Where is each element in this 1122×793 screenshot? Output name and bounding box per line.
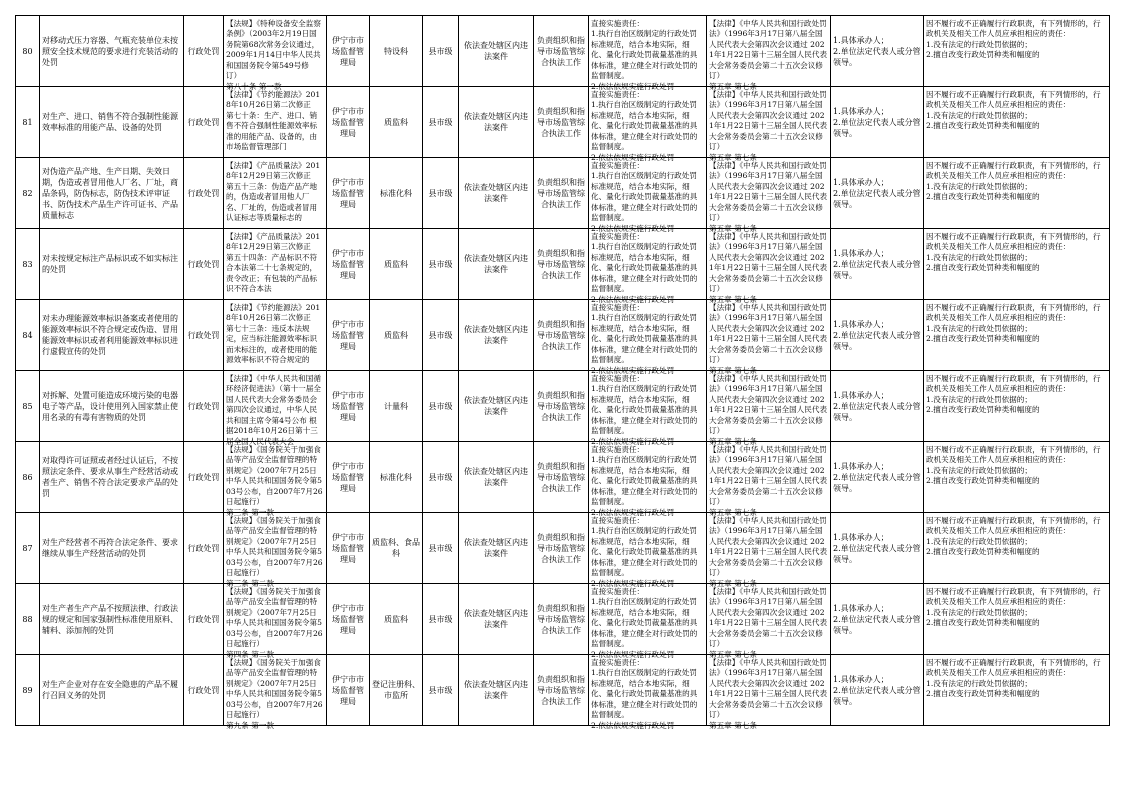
row-number-text: 83 <box>22 259 33 269</box>
power-type-cell <box>184 300 224 371</box>
implementing-agency-cell <box>327 442 370 513</box>
row-number-text: 80 <box>22 46 33 56</box>
power-type-cell <box>184 229 224 300</box>
management-responsibility-text: 负责组织和指导市场监管综合执法工作 <box>537 248 585 280</box>
exercise-method-text: 依法查处辖区内违法案件 <box>464 254 528 274</box>
table-row <box>16 513 1110 584</box>
accountability-situation-text: 因不履行或不正确履行行政职责，有下列情形的，行政机关及相关工作人员应承担相应的责任： 1.没有法定的行政处罚依据的； 2.擅自改变行政处罚种类和幅度的 <box>926 444 1101 485</box>
management-responsibility-text: 负责组织和指导市场监管综合执法工作 <box>537 461 585 493</box>
duty-matters-text: 直接实施责任： 1.执行自治区级制定的行政处罚标准规范，结合本地实际，细化、量化行政处罚裁量基准的具体标准，建立健全对行政处罚的监督制度。 2.依法依规实施行政处罚 <box>591 373 698 446</box>
table-row <box>16 655 1110 726</box>
implementing-agency-text: 伊宁市市场监督管理局 <box>332 674 364 706</box>
table-row <box>16 229 1110 300</box>
accountability-subject-text: 1.具体承办人； 2.单位法定代表人或分管领导。 <box>833 532 921 564</box>
exercise-level-text: 县市级 <box>428 543 453 553</box>
accountability-subject-cell <box>831 300 924 371</box>
power-type-cell <box>184 584 224 655</box>
responsible-department-text: 计量科 <box>384 401 408 411</box>
management-responsibility-text: 负责组织和指导市场监管综合执法工作 <box>537 674 585 706</box>
exercise-level-cell <box>423 584 459 655</box>
legal-basis-cell <box>224 371 327 446</box>
management-responsibility-text: 负责组织和指导市场监管综合执法工作 <box>537 35 585 67</box>
matter-name-text: 对生产、进口、销售不符合强制性能源效率标准的用能产品、设备的处罚 <box>42 112 178 132</box>
accountability-situation-cell <box>924 158 1110 229</box>
power-type-text: 行政处罚 <box>187 401 220 411</box>
matter-name-text: 对伪造产品产地、生产日期、失效日期，伪造或者冒用他人厂名、厂址，商品条码，防伪标志，防伪技术评审证书、防伪技术产品生产许可证书、产品质量标志 <box>42 166 178 220</box>
accountability-subject-cell <box>831 87 924 158</box>
duty-matters-text: 直接实施责任： 1.执行自治区级制定的行政处罚标准规范，结合本地实际，细化、量化行政处罚裁量基准的具体标准，建立健全对行政处罚的监督制度。 2.依法依规实施行政处罚 <box>591 444 698 517</box>
matter-name-text: 对未按规定标注产品标识或不如实标注的处罚 <box>42 254 178 274</box>
implementing-agency-cell <box>327 16 370 87</box>
accountability-situation-cell <box>924 229 1110 300</box>
exercise-method-cell <box>459 87 534 158</box>
implementing-agency-text: 伊宁市市场监督管理局 <box>332 461 364 493</box>
duty-basis-text: 【法律】《中华人民共和国行政处罚法》（1996年3月17日第八届全国人民代表大会第四次会议通过 2021年1月22日第十三届全国人民代表大会常务委员会第二十五次会议修订） 第五章 第七条 <box>709 373 828 446</box>
duty-basis-cell <box>707 442 831 517</box>
accountability-subject-text: 1.具体承办人； 2.单位法定代表人或分管领导。 <box>833 248 921 280</box>
responsible-department-text: 登记注册科、市监所 <box>372 680 420 700</box>
implementing-agency-cell <box>327 655 370 726</box>
duty-basis-text: 【法律】《中华人民共和国行政处罚法》（1996年3月17日第八届全国人民代表大会第四次会议通过 2021年1月22日第十三届全国人民代表大会常务委员会第二十五次会议修订） 第五章 第七条 <box>709 515 828 588</box>
accountability-subject-text: 1.具体承办人； 2.单位法定代表人或分管领导。 <box>833 674 921 706</box>
management-responsibility-cell <box>534 16 589 87</box>
accountability-situation-text: 因不履行或不正确履行行政职责，有下列情形的，行政机关及相关工作人员应承担相应的责任： 1.没有法定的行政处罚依据的； 2.擅自改变行政处罚种类和幅度的 <box>926 89 1101 130</box>
management-responsibility-text: 负责组织和指导市场监管综合执法工作 <box>537 106 585 138</box>
duty-matters-cell <box>589 16 707 91</box>
duty-matters-cell <box>589 371 707 446</box>
row-number-text: 88 <box>22 614 33 624</box>
implementing-agency-cell <box>327 513 370 584</box>
duty-matters-text: 直接实施责任： 1.执行自治区级制定的行政处罚标准规范，结合本地实际，细化、量化行政处罚裁量基准的具体标准，建立健全对行政处罚的监督制度。 2.依法依规实施行政处罚 <box>591 160 698 233</box>
accountability-situation-text: 因不履行或不正确履行行政职责，有下列情形的，行政机关及相关工作人员应承担相应的责任： 1.没有法定的行政处罚依据的； 2.擅自改变行政处罚种类和幅度的 <box>926 657 1101 698</box>
matter-name-text: 对移动式压力容器、气瓶充装单位未按照安全技术规范的要求进行充装活动的处罚 <box>42 35 178 67</box>
duty-matters-cell <box>589 158 707 233</box>
responsible-department-cell <box>370 87 423 158</box>
legal-basis-cell <box>224 513 327 588</box>
accountability-subject-cell <box>831 16 924 87</box>
implementing-agency-text: 伊宁市市场监督管理局 <box>332 106 364 138</box>
row-number-text: 84 <box>22 330 33 340</box>
legal-basis-text: 【法律】《节约能源法》2018年10月26日第二次修正 第七十三条：违反本法规定，应当标注能源效率标识而未标注的，或者使用的能源效率标识不符合规定的 <box>226 302 321 364</box>
management-responsibility-cell <box>534 513 589 584</box>
management-responsibility-cell <box>534 584 589 655</box>
power-type-cell <box>184 513 224 584</box>
accountability-subject-cell <box>831 584 924 655</box>
accountability-subject-text: 1.具体承办人； 2.单位法定代表人或分管领导。 <box>833 603 921 635</box>
duty-basis-cell <box>707 584 831 659</box>
power-type-cell <box>184 16 224 87</box>
implementing-agency-text: 伊宁市市场监督管理局 <box>332 177 364 209</box>
duty-basis-cell <box>707 87 831 162</box>
exercise-method-text: 依法查处辖区内违法案件 <box>464 41 528 61</box>
power-type-cell <box>184 158 224 229</box>
responsible-department-text: 质监科 <box>384 117 408 127</box>
exercise-method-text: 依法查处辖区内违法案件 <box>464 538 528 558</box>
legal-basis-cell <box>224 158 327 229</box>
responsible-department-cell <box>370 442 423 513</box>
legal-basis-cell <box>224 87 327 158</box>
duty-matters-text: 直接实施责任： 1.执行自治区级制定的行政处罚标准规范，结合本地实际，细化、量化行政处罚裁量基准的具体标准，建立健全对行政处罚的监督制度。 2.依法依规实施行政处罚 <box>591 515 698 588</box>
duty-basis-cell <box>707 513 831 588</box>
management-responsibility-text: 负责组织和指导市场监管综合执法工作 <box>537 532 585 564</box>
management-responsibility-text: 负责组织和指导市场监管综合执法工作 <box>537 319 585 351</box>
table-row <box>16 371 1110 442</box>
row-number-cell <box>16 300 40 371</box>
accountability-situation-text: 因不履行或不正确履行行政职责，有下列情形的，行政机关及相关工作人员应承担相应的责任： 1.没有法定的行政处罚依据的； 2.擅自改变行政处罚种类和幅度的 <box>926 231 1101 272</box>
accountability-situation-cell <box>924 16 1110 87</box>
power-type-text: 行政处罚 <box>187 117 220 127</box>
exercise-method-cell <box>459 16 534 87</box>
exercise-level-text: 县市级 <box>428 188 453 198</box>
implementing-agency-cell <box>327 158 370 229</box>
exercise-method-cell <box>459 158 534 229</box>
management-responsibility-cell <box>534 371 589 442</box>
row-number-cell <box>16 513 40 584</box>
exercise-level-text: 县市级 <box>428 117 453 127</box>
duty-matters-text: 直接实施责任： 1.执行自治区级制定的行政处罚标准规范，结合本地实际，细化、量化行政处罚裁量基准的具体标准，建立健全对行政处罚的监督制度。 2.依法依规实施行政处罚 <box>591 231 698 304</box>
table-body <box>16 16 1110 730</box>
power-type-text: 行政处罚 <box>187 543 220 553</box>
responsible-department-cell <box>370 300 423 371</box>
power-type-text: 行政处罚 <box>187 259 220 269</box>
duty-matters-cell <box>589 300 707 375</box>
management-responsibility-text: 负责组织和指导市场监管综合执法工作 <box>537 390 585 422</box>
responsible-department-cell <box>370 655 423 726</box>
responsible-department-cell <box>370 158 423 229</box>
implementing-agency-text: 伊宁市市场监督管理局 <box>332 390 364 422</box>
power-type-cell <box>184 442 224 513</box>
matter-name-text: 对生产经营者不再符合法定条件、要求继续从事生产经营活动的处罚 <box>42 538 178 558</box>
exercise-method-text: 依法查处辖区内违法案件 <box>464 609 528 629</box>
accountability-situation-text: 因不履行或不正确履行行政职责，有下列情形的，行政机关及相关工作人员应承担相应的责任： 1.没有法定的行政处罚依据的； 2.擅自改变行政处罚种类和幅度的 <box>926 515 1101 556</box>
legal-basis-cell <box>224 229 327 300</box>
duty-matters-cell <box>589 513 707 588</box>
duty-matters-text: 直接实施责任： 1.执行自治区级制定的行政处罚标准规范，结合本地实际，细化、量化行政处罚裁量基准的具体标准，建立健全对行政处罚的监督制度。 2.依法依规实施行政处罚 <box>591 18 698 91</box>
duty-basis-text: 【法律】《中华人民共和国行政处罚法》（1996年3月17日第八届全国人民代表大会第四次会议通过 2021年1月22日第十三届全国人民代表大会常务委员会第二十五次会议修订） 第五章 第七条 <box>709 657 828 730</box>
row-number-cell <box>16 442 40 513</box>
responsible-department-text: 特设科 <box>384 46 408 56</box>
accountability-situation-cell <box>924 371 1110 442</box>
matter-name-cell <box>40 371 184 442</box>
row-number-cell <box>16 16 40 87</box>
row-number-text: 89 <box>22 685 33 695</box>
management-responsibility-text: 负责组织和指导市场监管综合执法工作 <box>537 177 585 209</box>
duty-matters-cell <box>589 229 707 304</box>
responsible-department-cell <box>370 16 423 87</box>
accountability-subject-cell <box>831 158 924 229</box>
exercise-method-cell <box>459 442 534 513</box>
exercise-level-cell <box>423 655 459 726</box>
accountability-situation-text: 因不履行或不正确履行行政职责，有下列情形的，行政机关及相关工作人员应承担相应的责任： 1.没有法定的行政处罚依据的； 2.擅自改变行政处罚种类和幅度的 <box>926 373 1101 414</box>
accountability-situation-text: 因不履行或不正确履行行政职责，有下列情形的，行政机关及相关工作人员应承担相应的责任： 1.没有法定的行政处罚依据的； 2.擅自改变行政处罚种类和幅度的 <box>926 302 1101 343</box>
duty-matters-text: 直接实施责任： 1.执行自治区级制定的行政处罚标准规范，结合本地实际，细化、量化行政处罚裁量基准的具体标准，建立健全对行政处罚的监督制度。 2.依法依规实施行政处罚 <box>591 89 698 162</box>
responsible-department-cell <box>370 584 423 655</box>
table-row <box>16 87 1110 158</box>
duty-matters-text: 直接实施责任： 1.执行自治区级制定的行政处罚标准规范，结合本地实际，细化、量化行政处罚裁量基准的具体标准，建立健全对行政处罚的监督制度。 2.依法依规实施行政处罚 <box>591 302 698 375</box>
legal-basis-cell <box>224 442 327 517</box>
row-number-cell <box>16 371 40 442</box>
legal-basis-text: 【法律】《产品质量法》2018年12月29日第三次修正 第五十三条：伪造产品产地的，伪造或者冒用他人厂名、厂址的，伪造或者冒用认证标志等质量标志的 <box>226 160 321 222</box>
duty-basis-cell <box>707 371 831 446</box>
table-row <box>16 158 1110 229</box>
accountability-subject-cell <box>831 229 924 300</box>
exercise-method-cell <box>459 371 534 442</box>
power-type-text: 行政处罚 <box>187 188 220 198</box>
matter-name-cell <box>40 87 184 158</box>
matter-name-cell <box>40 584 184 655</box>
management-responsibility-cell <box>534 87 589 158</box>
exercise-level-text: 县市级 <box>428 46 453 56</box>
management-responsibility-cell <box>534 655 589 726</box>
matter-name-cell <box>40 16 184 87</box>
responsible-department-cell <box>370 371 423 442</box>
duty-basis-cell <box>707 16 831 91</box>
duty-basis-text: 【法律】《中华人民共和国行政处罚法》（1996年3月17日第八届全国人民代表大会第四次会议通过 2021年1月22日第十三届全国人民代表大会常务委员会第二十五次会议修订） 第五章 第七条 <box>709 18 828 91</box>
matter-name-text: 对取得许可证照或者经过认证后，不按照法定条件、要求从事生产经营活动或者生产、销售不符合法定要求产品的处罚 <box>42 456 178 498</box>
accountability-subject-cell <box>831 655 924 726</box>
responsible-department-text: 质监科 <box>384 614 408 624</box>
exercise-method-text: 依法查处辖区内违法案件 <box>464 325 528 345</box>
power-list-table <box>15 15 1110 730</box>
duty-matters-cell <box>589 87 707 162</box>
exercise-level-cell <box>423 158 459 229</box>
exercise-method-text: 依法查处辖区内违法案件 <box>464 680 528 700</box>
duty-basis-cell <box>707 229 831 304</box>
row-number-text: 81 <box>22 117 33 127</box>
accountability-situation-cell <box>924 87 1110 158</box>
legal-basis-text: 【法律】《产品质量法》2018年12月29日第三次修正 第五十四条：产品标识不符合本法第二十七条规定的，责令改正；有包装的产品标识不符合本法 <box>226 231 321 293</box>
exercise-method-cell <box>459 300 534 371</box>
table-row <box>16 16 1110 87</box>
exercise-method-cell <box>459 513 534 584</box>
accountability-subject-text: 1.具体承办人； 2.单位法定代表人或分管领导。 <box>833 177 921 209</box>
matter-name-cell <box>40 229 184 300</box>
exercise-level-cell <box>423 442 459 513</box>
accountability-situation-cell <box>924 584 1110 655</box>
duty-matters-text: 直接实施责任： 1.执行自治区级制定的行政处罚标准规范，结合本地实际，细化、量化行政处罚裁量基准的具体标准，建立健全对行政处罚的监督制度。 2.依法依规实施行政处罚 <box>591 657 698 730</box>
legal-basis-text: 【法规】《特种设备安全监察条例》（2003年2月19日国务院第68次常务会议通过，2009年1月14日中华人民共和国国务院令第549号修订） 第八十条 第一款 <box>226 18 321 91</box>
exercise-level-cell <box>423 371 459 442</box>
management-responsibility-cell <box>534 158 589 229</box>
exercise-method-cell <box>459 584 534 655</box>
exercise-level-text: 县市级 <box>428 330 453 340</box>
legal-basis-text: 【法规】《国务院关于加强食品等产品安全监督管理的特别规定》（2007年7月25日中华人民共和国国务院令第503号公布，自2007年7月26日起施行） 第九条 第一款 <box>226 657 323 730</box>
responsible-department-cell <box>370 229 423 300</box>
row-number-cell <box>16 158 40 229</box>
accountability-subject-text: 1.具体承办人； 2.单位法定代表人或分管领导。 <box>833 390 921 422</box>
legal-basis-text: 【法律】《节约能源法》2018年10月26日第二次修正 第七十条：生产、进口、销售不符合强制性能源效率标准的用能产品、设备的，由市场监督管理部门 <box>226 89 321 151</box>
exercise-level-text: 县市级 <box>428 685 453 695</box>
duty-basis-cell <box>707 158 831 233</box>
row-number-text: 82 <box>22 188 33 198</box>
accountability-situation-text: 因不履行或不正确履行行政职责，有下列情形的，行政机关及相关工作人员应承担相应的责任： 1.没有法定的行政处罚依据的； 2.擅自改变行政处罚种类和幅度的 <box>926 18 1101 59</box>
exercise-method-text: 依法查处辖区内违法案件 <box>464 396 528 416</box>
legal-basis-cell <box>224 16 327 91</box>
legal-basis-text: 【法规】《国务院关于加强食品等产品安全监督管理的特别规定》（2007年7月25日中华人民共和国国务院令第503号公布，自2007年7月26日起施行） 第三条 第一款 <box>226 444 323 517</box>
row-number-cell <box>16 655 40 726</box>
responsible-department-cell <box>370 513 423 584</box>
power-type-text: 行政处罚 <box>187 614 220 624</box>
exercise-level-text: 县市级 <box>428 614 453 624</box>
row-number-text: 87 <box>22 543 33 553</box>
accountability-situation-cell <box>924 442 1110 513</box>
exercise-level-cell <box>423 16 459 87</box>
responsible-department-text: 标准化科 <box>380 472 412 482</box>
management-responsibility-text: 负责组织和指导市场监管综合执法工作 <box>537 603 585 635</box>
exercise-method-text: 依法查处辖区内违法案件 <box>464 467 528 487</box>
accountability-situation-text: 因不履行或不正确履行行政职责，有下列情形的，行政机关及相关工作人员应承担相应的责任： 1.没有法定的行政处罚依据的； 2.擅自改变行政处罚种类和幅度的 <box>926 160 1101 201</box>
legal-basis-text: 【法规】《国务院关于加强食品等产品安全监督管理的特别规定》（2007年7月25日中华人民共和国国务院令第503号公布，自2007年7月26日起施行） 第四条 第二款 <box>226 586 323 659</box>
implementing-agency-text: 伊宁市市场监督管理局 <box>332 603 364 635</box>
implementing-agency-cell <box>327 300 370 371</box>
accountability-subject-text: 1.具体承办人； 2.单位法定代表人或分管领导。 <box>833 35 921 67</box>
matter-name-cell <box>40 300 184 371</box>
legal-basis-cell <box>224 300 327 371</box>
duty-basis-cell <box>707 655 831 730</box>
accountability-subject-text: 1.具体承办人； 2.单位法定代表人或分管领导。 <box>833 106 921 138</box>
exercise-level-cell <box>423 300 459 371</box>
exercise-level-text: 县市级 <box>428 401 453 411</box>
duty-basis-text: 【法律】《中华人民共和国行政处罚法》（1996年3月17日第八届全国人民代表大会第四次会议通过 2021年1月22日第十三届全国人民代表大会常务委员会第二十五次会议修订） 第五章 第七条 <box>709 89 828 162</box>
responsible-department-text: 质监科 <box>384 330 408 340</box>
accountability-situation-cell <box>924 300 1110 371</box>
implementing-agency-cell <box>327 371 370 442</box>
power-type-cell <box>184 655 224 726</box>
exercise-level-text: 县市级 <box>428 259 453 269</box>
power-type-text: 行政处罚 <box>187 46 220 56</box>
row-number-cell <box>16 87 40 158</box>
power-type-cell <box>184 87 224 158</box>
power-list-sheet <box>15 15 1109 730</box>
row-number-text: 85 <box>22 401 33 411</box>
matter-name-cell <box>40 442 184 513</box>
accountability-subject-cell <box>831 442 924 513</box>
duty-matters-cell <box>589 655 707 730</box>
exercise-method-text: 依法查处辖区内违法案件 <box>464 183 528 203</box>
exercise-method-text: 依法查处辖区内违法案件 <box>464 112 528 132</box>
exercise-level-cell <box>423 229 459 300</box>
implementing-agency-text: 伊宁市市场监督管理局 <box>332 248 364 280</box>
row-number-text: 86 <box>22 472 33 482</box>
management-responsibility-cell <box>534 442 589 513</box>
legal-basis-cell <box>224 584 327 659</box>
matter-name-text: 对生产者生产产品不按照法律、行政法规的规定和国家强制性标准使用原料、辅料、添加剂的处罚 <box>42 603 178 635</box>
management-responsibility-cell <box>534 229 589 300</box>
duty-basis-text: 【法律】《中华人民共和国行政处罚法》（1996年3月17日第八届全国人民代表大会第四次会议通过 2021年1月22日第十三届全国人民代表大会常务委员会第二十五次会议修订） 第五章 第七条 <box>709 160 828 233</box>
power-type-text: 行政处罚 <box>187 685 220 695</box>
power-type-cell <box>184 371 224 442</box>
responsible-department-text: 标准化科 <box>380 188 412 198</box>
power-type-text: 行政处罚 <box>187 472 220 482</box>
responsible-department-text: 质监科 <box>384 259 408 269</box>
implementing-agency-text: 伊宁市市场监督管理局 <box>332 319 364 351</box>
implementing-agency-cell <box>327 229 370 300</box>
duty-basis-text: 【法律】《中华人民共和国行政处罚法》（1996年3月17日第八届全国人民代表大会第四次会议通过 2021年1月22日第十三届全国人民代表大会常务委员会第二十五次会议修订） 第五章 第七条 <box>709 231 828 304</box>
duty-matters-text: 直接实施责任： 1.执行自治区级制定的行政处罚标准规范，结合本地实际，细化、量化行政处罚裁量基准的具体标准，建立健全对行政处罚的监督制度。 2.依法依规实施行政处罚 <box>591 586 698 659</box>
legal-basis-cell <box>224 655 327 730</box>
matter-name-cell <box>40 655 184 726</box>
accountability-subject-text: 1.具体承办人； 2.单位法定代表人或分管领导。 <box>833 461 921 493</box>
row-number-cell <box>16 229 40 300</box>
matter-name-text: 对生产企业对存在安全隐患的产品不履行召回义务的处罚 <box>42 680 178 700</box>
accountability-situation-cell <box>924 655 1110 726</box>
table-row <box>16 584 1110 655</box>
accountability-subject-cell <box>831 371 924 442</box>
duty-basis-text: 【法律】《中华人民共和国行政处罚法》（1996年3月17日第八届全国人民代表大会第四次会议通过 2021年1月22日第十三届全国人民代表大会常务委员会第二十五次会议修订） 第五章 第七条 <box>709 586 828 659</box>
implementing-agency-text: 伊宁市市场监督管理局 <box>332 532 364 564</box>
matter-name-text: 对未办理能源效率标识备案或者使用的能源效率标识不符合规定或伪造、冒用能源效率标识或者利用能源效率标识进行虚假宣传的处罚 <box>42 314 178 356</box>
duty-matters-cell <box>589 584 707 659</box>
row-number-cell <box>16 584 40 655</box>
accountability-subject-cell <box>831 513 924 584</box>
duty-basis-text: 【法律】《中华人民共和国行政处罚法》（1996年3月17日第八届全国人民代表大会第四次会议通过 2021年1月22日第十三届全国人民代表大会常务委员会第二十五次会议修订） 第五章 第七条 <box>709 444 828 517</box>
duty-basis-text: 【法律】《中华人民共和国行政处罚法》（1996年3月17日第八届全国人民代表大会第四次会议通过 2021年1月22日第十三届全国人民代表大会常务委员会第二十五次会议修订） 第五章 第七条 <box>709 302 828 375</box>
table-row <box>16 300 1110 371</box>
matter-name-cell <box>40 158 184 229</box>
management-responsibility-cell <box>534 300 589 371</box>
exercise-method-cell <box>459 229 534 300</box>
power-type-text: 行政处罚 <box>187 330 220 340</box>
matter-name-text: 对拆解、处置可能造成环境污染的电器电子等产品，设计使用列入国家禁止使用名录的有毒有害物质的处罚 <box>42 390 178 422</box>
implementing-agency-cell <box>327 87 370 158</box>
table-row <box>16 442 1110 513</box>
accountability-subject-text: 1.具体承办人； 2.单位法定代表人或分管领导。 <box>833 319 921 351</box>
implementing-agency-text: 伊宁市市场监督管理局 <box>332 35 364 67</box>
accountability-situation-text: 因不履行或不正确履行行政职责，有下列情形的，行政机关及相关工作人员应承担相应的责任： 1.没有法定的行政处罚依据的； 2.擅自改变行政处罚种类和幅度的 <box>926 586 1101 627</box>
matter-name-cell <box>40 513 184 584</box>
accountability-situation-cell <box>924 513 1110 584</box>
implementing-agency-cell <box>327 584 370 655</box>
legal-basis-text: 【法规】《国务院关于加强食品等产品安全监督管理的特别规定》（2007年7月25日中华人民共和国国务院令第503号公布，自2007年7月26日起施行） 第三条 第二款 <box>226 515 323 588</box>
duty-matters-cell <box>589 442 707 517</box>
exercise-level-cell <box>423 513 459 584</box>
duty-basis-cell <box>707 300 831 375</box>
exercise-level-cell <box>423 87 459 158</box>
responsible-department-text: 质监科、食品科 <box>372 538 420 558</box>
exercise-method-cell <box>459 655 534 726</box>
exercise-level-text: 县市级 <box>428 472 453 482</box>
legal-basis-text: 【法律】《中华人民共和国循环经济促进法》（第十一届全国人民代表大会常务委员会第四次会议通过，中华人民共和国主席令第4号公布 根据2018年10月26日第十三届全国人民代表大会 <box>226 373 321 446</box>
